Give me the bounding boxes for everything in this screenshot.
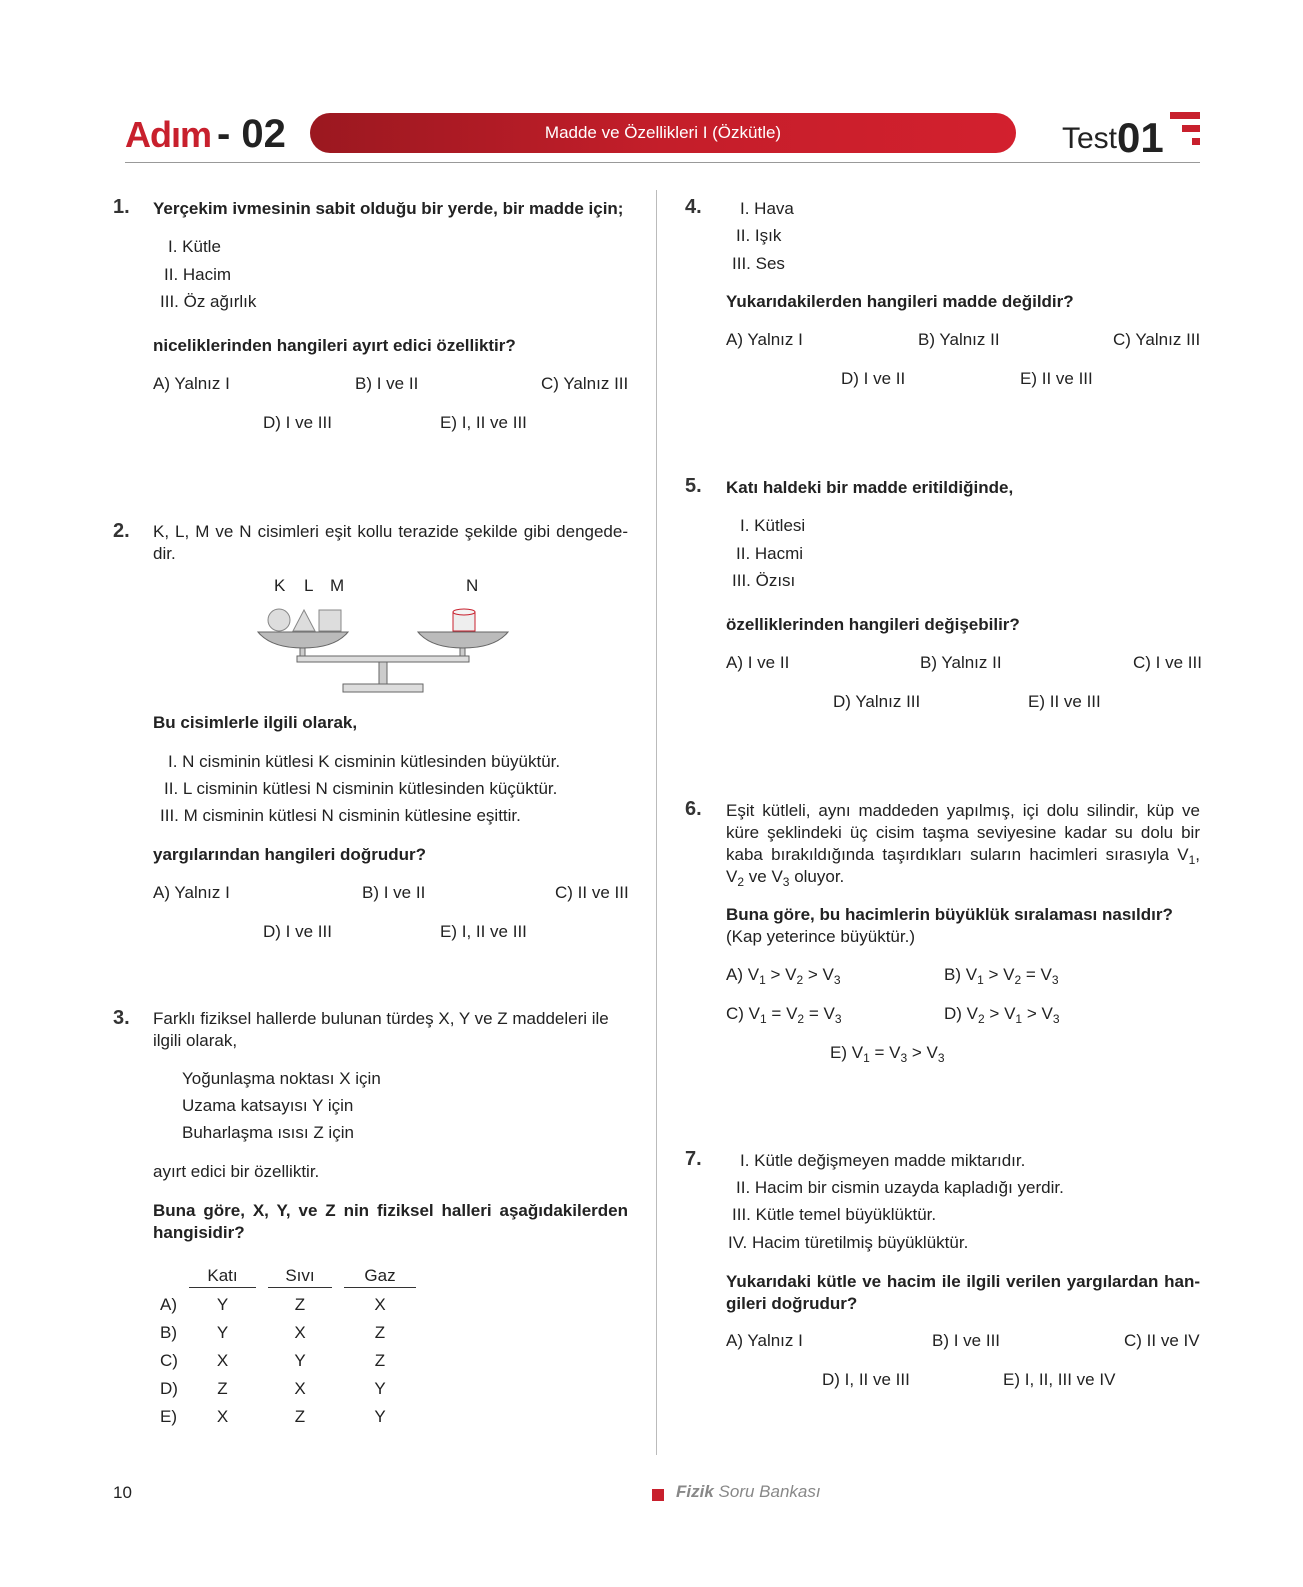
q6-option-a[interactable]: A) $V_1 > V_2 > V_3$	[726, 965, 841, 987]
table-cell: X	[374, 1295, 386, 1314]
q1-item-3: III. Öz ağırlık	[160, 292, 257, 311]
q5-option-c[interactable]: C) I ve III	[1133, 653, 1202, 672]
q4-option-b[interactable]: B) Yalnız II	[918, 330, 1000, 349]
q7-option-e[interactable]: E) I, II, III ve IV	[1003, 1370, 1116, 1389]
q2-lead: Bu cisimlerle ilgili olarak,	[153, 713, 358, 732]
book-title-rest: Soru Bankası	[718, 1482, 821, 1501]
topic-title: Madde ve Özellikleri I (Özkütle)	[544, 123, 782, 142]
q6-number: 6.	[685, 798, 702, 820]
test-label: Test	[1062, 122, 1118, 155]
q3-tail: ayırt edici bir özelliktir.	[153, 1162, 320, 1181]
q5-option-e[interactable]: E) II ve III	[1028, 692, 1101, 711]
brand-name: Adım	[125, 114, 211, 155]
q2-option-b[interactable]: B) I ve II	[362, 883, 426, 902]
q4-option-a[interactable]: A) Yalnız I	[726, 330, 803, 349]
table-cell: Y	[374, 1379, 386, 1398]
q5-item-2: II. Hacmi	[736, 544, 804, 563]
label-k: K	[274, 576, 286, 595]
q1-item-1: I. Kütle	[168, 237, 221, 256]
q6-option-e[interactable]: E) $V_1 = V_3 > V_3$	[830, 1043, 945, 1065]
q3-item-1: Yoğunlaşma noktası X için	[182, 1069, 381, 1088]
table-cell: Y	[294, 1351, 306, 1370]
q2-item-3: III. M cisminin kütlesi N cisminin kütlesine eşittir.	[160, 806, 521, 825]
q7-option-d[interactable]: D) I, II ve III	[822, 1370, 910, 1389]
q3-item-2: Uzama katsayısı Y için	[182, 1096, 354, 1115]
q1-number: 1.	[113, 196, 130, 218]
table-header-liquid: Sıvı	[268, 1266, 332, 1288]
q3-option-d[interactable]: D)	[160, 1379, 178, 1398]
q2-question: yargılarından hangileri doğrudur?	[153, 845, 426, 864]
q5-item-1: I. Kütlesi	[740, 516, 806, 535]
header-divider	[125, 162, 1200, 163]
q5-question: özelliklerinden hangileri değişebilir?	[726, 615, 1020, 634]
brand-logo	[125, 112, 286, 160]
unit-number: - 02	[217, 112, 286, 156]
q3-question: Buna göre, X, Y, ve Z nin fiziksel halleri aşağıdakilerden hangisidir?	[153, 1201, 628, 1242]
footer-square-icon	[652, 1489, 664, 1501]
table-cell: Z	[374, 1351, 386, 1370]
q2-item-1: I. N cisminin kütlesi K cisminin kütlesinden büyüktür.	[168, 752, 561, 771]
topic-banner	[310, 113, 1016, 153]
q4-item-1: I. Hava	[740, 199, 794, 218]
column-divider	[656, 190, 657, 1455]
q5-stem: Katı haldeki bir madde eritildiğinde,	[726, 478, 1014, 497]
q3-stem: Farklı fiziksel hallerde bulunan türdeş X, Y ve Z maddeleri ile ilgili olarak,	[153, 1009, 609, 1050]
table-cell: Y	[216, 1295, 229, 1314]
book-title-subject: Fizik	[676, 1482, 714, 1501]
publisher-mark-icon	[1170, 112, 1200, 152]
q7-number: 7.	[685, 1148, 702, 1170]
q4-item-2: II. Işık	[736, 226, 782, 245]
q1-option-d[interactable]: D) I ve III	[263, 413, 332, 432]
label-m: M	[330, 576, 345, 595]
q3-option-a[interactable]: A)	[160, 1295, 177, 1314]
q2-stem: K, L, M ve N cisimleri eşit kollu terazide şekilde gibi dengede-dir.	[153, 522, 628, 563]
q7-option-b[interactable]: B) I ve III	[932, 1331, 1001, 1350]
q7-item-1: I. Kütle değişmeyen madde miktarıdır.	[740, 1151, 1026, 1170]
table-cell: Z	[294, 1407, 306, 1426]
table-cell: Y	[216, 1323, 229, 1342]
q2-item-2: II. L cisminin kütlesi N cisminin kütlesinden küçüktür.	[164, 779, 558, 798]
q6-option-d[interactable]: D) $V_2 > V_1 > V_3$	[944, 1004, 1060, 1026]
q7-item-4: IV. Hacim türetilmiş büyüklüktür.	[728, 1233, 969, 1252]
q7-question: Yukarıdaki kütle ve hacim ile ilgili verilen yargılardan han-gileri doğrudur?	[726, 1272, 1200, 1313]
q4-number: 4.	[685, 196, 702, 218]
q5-item-3: III. Özısı	[732, 571, 796, 590]
q4-option-d[interactable]: D) I ve II	[841, 369, 906, 388]
q2-number: 2.	[113, 520, 130, 542]
table-cell: X	[294, 1379, 306, 1398]
q4-question: Yukarıdakilerden hangileri madde değildir?	[726, 292, 1074, 311]
table-cell: X	[216, 1407, 229, 1426]
q6-note: (Kap yeterince büyüktür.)	[726, 927, 915, 946]
q3-option-e[interactable]: E)	[160, 1407, 177, 1426]
table-header-solid: Katı	[189, 1266, 256, 1288]
q2-option-d[interactable]: D) I ve III	[263, 922, 332, 941]
label-n: N	[466, 576, 479, 595]
book-title	[676, 1482, 821, 1502]
table-cell: X	[294, 1323, 306, 1342]
table-header-gas: Gaz	[344, 1266, 416, 1288]
q2-option-a[interactable]: A) Yalnız I	[153, 883, 230, 902]
q1-option-a[interactable]: A) Yalnız I	[153, 374, 230, 393]
q1-question: niceliklerinden hangileri ayırt edici özelliktir?	[153, 336, 516, 355]
table-cell: Z	[374, 1323, 386, 1342]
q3-item-3: Buharlaşma ısısı Z için	[182, 1123, 354, 1142]
label-l: L	[304, 576, 314, 595]
q6-option-c[interactable]: C) $V_1 = V_2 = V_3$	[726, 1004, 842, 1026]
q4-option-e[interactable]: E) II ve III	[1020, 369, 1093, 388]
table-cell: Z	[294, 1295, 306, 1314]
q6-stem: Eşit kütleli, aynı maddeden yapılmış, içi dolu silindir, küp ve küre şeklindeki üç cisim taşma seviyesine kadar su dolu bir kaba bırakıldığında taşırdıkları suların hacimleri sırasıyla $V_1$, $V_2$ ve $V_3$ oluyor.	[726, 801, 1200, 889]
q1-option-b[interactable]: B) I ve II	[355, 374, 419, 393]
q3-number: 3.	[113, 1007, 130, 1029]
test-number: 01	[1117, 114, 1164, 161]
q7-item-2: II. Hacim bir cismin uzayda kapladığı yerdir.	[736, 1178, 1064, 1197]
q5-option-b[interactable]: B) Yalnız II	[920, 653, 1002, 672]
q4-option-c[interactable]: C) Yalnız III	[1113, 330, 1201, 349]
q1-option-e[interactable]: E) I, II ve III	[440, 413, 527, 432]
balance-scale-icon	[255, 600, 535, 710]
q7-option-c[interactable]: C) II ve IV	[1124, 1331, 1200, 1350]
q1-item-2: II. Hacim	[164, 265, 232, 284]
q2-option-c[interactable]: C) II ve III	[555, 883, 629, 902]
q1-stem: Yerçekim ivmesinin sabit olduğu bir yerde, bir madde için;	[153, 199, 624, 218]
table-cell: Y	[374, 1407, 386, 1426]
q4-item-3: III. Ses	[732, 254, 785, 273]
q2-option-e[interactable]: E) I, II ve III	[440, 922, 527, 941]
q5-number: 5.	[685, 475, 702, 497]
q5-option-d[interactable]: D) Yalnız III	[833, 692, 921, 711]
q7-option-a[interactable]: A) Yalnız I	[726, 1331, 803, 1350]
q7-item-3: III. Kütle temel büyüklüktür.	[732, 1205, 937, 1224]
page-number: 10	[113, 1483, 132, 1502]
q6-question: Buna göre, bu hacimlerin büyüklük sıralaması nasıldır?	[726, 905, 1173, 924]
q1-option-c[interactable]: C) Yalnız III	[541, 374, 629, 393]
q5-option-a[interactable]: A) I ve II	[726, 653, 790, 672]
q3-option-c[interactable]: C)	[160, 1351, 178, 1370]
table-cell: Z	[217, 1379, 228, 1398]
q6-option-b[interactable]: B) $V_1 > V_2 = V_3$	[944, 965, 1059, 987]
table-cell: X	[216, 1351, 229, 1370]
q3-option-b[interactable]: B)	[160, 1323, 177, 1342]
